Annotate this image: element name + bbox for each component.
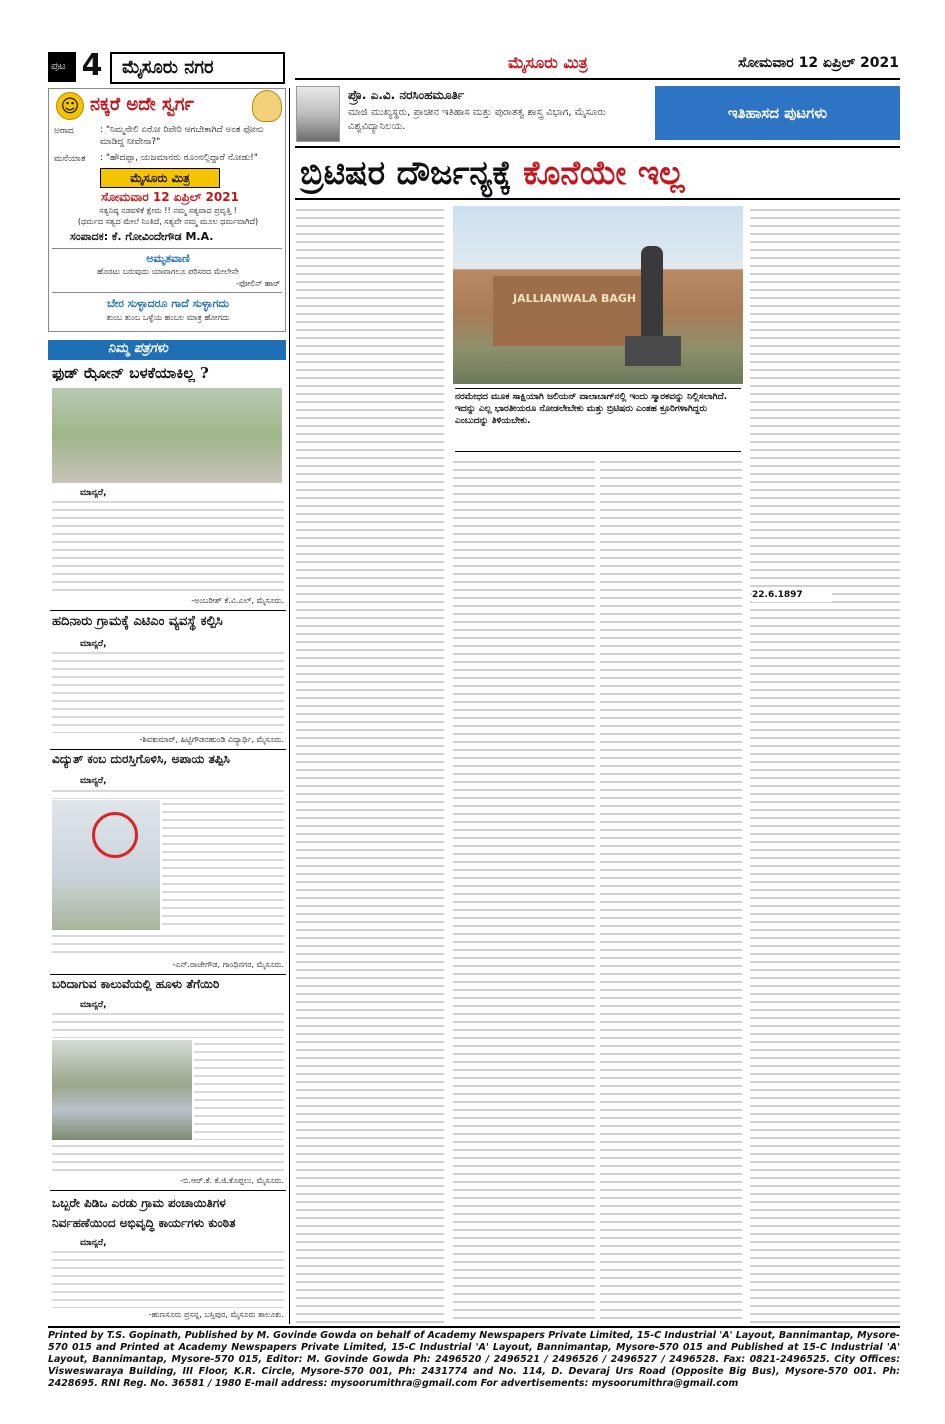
header-rule: [295, 78, 900, 80]
column-title: ಇತಿಹಾಸದ ಪುಟಗಳು: [727, 104, 828, 122]
page-label-box: [48, 52, 76, 82]
article-body-column: [750, 206, 900, 1324]
letter-signature: -ಅಂಬರೀಶ್ ಕೆ.ವಿ.ಎಲ್, ಮೈಸೂರು.: [191, 596, 284, 605]
letter-signature: -ಶಿವಕುಮಾರ್, ಹಿಟ್ಟಿಗೌಡನಹುಂಡಿ ವಿದ್ಯಾರ್ಥಿ, ಮೈಸೂರು.: [139, 735, 284, 744]
author-photo: [296, 86, 340, 142]
section-title: ಮೈಸೂರು ನಗರ: [110, 52, 285, 84]
statue-pedestal: [625, 336, 681, 366]
highlight-circle-icon: [92, 812, 138, 858]
letter-headline: ಒಬ್ಬರೇ ಪಿಡಿಒ ಎರಡು ಗ್ರಾಮ ಪಂಚಾಯಿತಿಗಳ ನಿರ್ವಹಣೆಯಿಂದ ಅಭಿವೃದ್ಧಿ ಕಾರ್ಯಗಳು ಕುಂಠಿತ: [52, 1196, 236, 1230]
footer-imprint: Printed by T.S. Gopinath, Published by M. Govinde Gowda on behalf of Academy Newspapers Private Limited, 15-C Industrial 'A' Layout, Bannimantap, Mysore-570 015 and Printed at Academy Newspapers Private Limited, 15-C Industrial 'A' Layout, Bannimantap, Mysore-570 015 and Published at 15-C Industrial 'A' Layout, Bannimantap, Mysore-570 015, Editor: M. Govinde Gowda Ph: 2496520 / 2496521 / 2496526 / 2496527 / 2496528. Fax: 0821-2496525. City Offices: Visweswaraya Building, III Floor, K.R. Circle, Mysore-570 001, Ph: 2431774 and No. 114, D. Devaraj Urs Road (Opposite Big Bus), Mysore-570 001. Ph: 2428695. RNI Reg. No. 36581 / 1980 E-mail address: mysoorumithra@gmail.com For advertisements: mysoorumithra@gmail.com: [48, 1330, 900, 1389]
laugh-emoji-icon: ☺: [56, 92, 84, 120]
article-body-column: [296, 206, 444, 1324]
joke-answer-label: ಮನೆಯಾತ: [54, 154, 86, 164]
letter-salutation: ಮಾನ್ಯರೆ,: [80, 1000, 107, 1010]
author-name: ಪ್ರೊ. ಎ.ವಿ. ನರಸಿಂಹಮೂರ್ತಿ: [348, 88, 465, 102]
photo-caption: ನರಮೇಧದ ಮೂಕ ಸಾಕ್ಷಿಯಾಗಿ ಜಲಿಯನ್ ವಾಲಾಬಾಗ್‌ನಲ್ಲಿ ಇಂದು ಸ್ಮಾರಕವನ್ನು ನಿಲ್ಲಿಸಲಾಗಿದೆ. ಇದನ್ನು ಎಲ್ಲ ಭಾರತೀಯರೂ ನೋಡಲೇಬೇಕು ಮತ್ತು ಬ್ರಿಟಿಷರು ಎಂತಹ ಕ್ರೂರಿಗಳಾಗಿದ್ದರು ಎಂಬುದನ್ನು ತಿಳಿಯಬೇಕು.: [455, 388, 741, 452]
article-headline-part2: ಕೊನೆಯೇ ಇಲ್ಲ: [523, 153, 685, 192]
letter-body: [162, 800, 284, 930]
divider: [50, 610, 286, 611]
footer-rule: [48, 1326, 900, 1328]
letter-headline: ಫುಡ್ ಝೋನ್ ಬಳಕೆಯಾಕಿಲ್ಲ ?: [52, 364, 209, 382]
proverb-text: ತುಂಬ ತುಂಬ ಒಳ್ಳೆಯ ಹಂಬಲ ಮಾತ್ರ ಹೋಗದು: [106, 313, 230, 322]
letter-body: [52, 649, 284, 733]
letter-salutation: ಮಾನ್ಯರೆ,: [80, 488, 107, 498]
joke-title: ನಕ್ಕರೆ ಅದೇ ಸ್ವರ್ಗ: [90, 94, 194, 115]
letter-headline: ಬರಿದಾಗುವ ಕಾಲುವೆಯಲ್ಲಿ ಹೂಳು ತೆಗೆಯಿರಿ: [52, 977, 220, 991]
letter-body: [52, 498, 284, 593]
letter-photo-canal: [52, 1040, 192, 1140]
page-label: ಪುಟ: [51, 61, 66, 72]
proverb-title: ಬೇರ ಸುಳ್ಳಾದರೂ ಗಾದೆ ಸುಳ್ಳಾಗದು: [106, 297, 230, 310]
paper-motto-1: ಸತ್ಯನಿಷ್ಠ ನಡವಳಿಕೆ ಕ್ಷೇಮ !! ನಮ್ಮ ಸತ್ಯವಾದ ಪ್ರವೃತ್ತಿ !: [99, 206, 237, 215]
letter-body: [194, 1040, 284, 1140]
letter-body: [52, 787, 284, 799]
editor-line: ಸಂಪಾದಕ: ಕೆ. ಗೋವಿಂದೇಗೌಡ M.A.: [70, 230, 214, 243]
page-number: 4: [81, 48, 103, 83]
divider: [50, 749, 286, 750]
letter-salutation: ಮಾನ್ಯರೆ,: [80, 1238, 107, 1248]
masthead: ಮೈಸೂರು ಮಿತ್ರ: [508, 53, 588, 72]
article-dateline: 22.6.1897: [752, 590, 832, 602]
amrita-author: -ಫೋಲಿನ್ ಹಾರ್: [236, 279, 280, 288]
letters-banner-title: ನಿಮ್ಮ ಪತ್ರಗಳು: [108, 341, 168, 356]
letters-banner: [48, 340, 286, 360]
joke-question: : "ನಿಮ್ಮನೇಲಿ ಏರೋ ರಿಪೇರಿ ಆಗಬೇಕಾಗಿದೆ ಅಂತ ಫೋನು ಮಾಡಿದ್ದ ನೀವೇನಾ?": [100, 125, 264, 147]
divider: [50, 1190, 286, 1191]
memorial-sign: JALLIANWALA BAGH: [513, 292, 637, 305]
author-desc: ಮಾಜಿ ಮುಖ್ಯಸ್ಥರು, ಪ್ರಾಚೀನ ಇತಿಹಾಸ ಮತ್ತು ಪುರಾತತ್ವ ಶಾಸ್ತ್ರ ವಿಭಾಗ, ಮೈಸೂರು ವಿಶ್ವವಿದ್ಯಾನಿಲಯ.: [348, 107, 606, 132]
letter-body: [52, 1248, 284, 1308]
letter-signature: -ಎನ್.ರಾಜೇಗೌಡ, ಗಾಂಧಿನಗರ, ಮೈಸೂರು.: [172, 960, 284, 969]
article-body-column: [600, 458, 742, 1324]
letter-salutation: ಮಾನ್ಯರೆ,: [80, 639, 107, 649]
headline-rule: [295, 146, 900, 148]
letter-body: [52, 1142, 284, 1174]
memorial-photo: [453, 206, 743, 384]
divider: [52, 248, 282, 249]
column-rule: [289, 88, 290, 1324]
joke-question-label: ಅರಾದ: [54, 126, 74, 136]
article-headline: [300, 150, 900, 196]
paper-name: ಮೈಸೂರು ಮಿತ್ರ: [130, 171, 190, 185]
cartoon-figure-icon: [252, 90, 282, 122]
letter-salutation: ಮಾನ್ಯರೆ,: [80, 776, 107, 786]
letter-headline: ವಿದ್ಯುತ್ ಕಂಬ ದುರಸ್ತಿಗೊಳಿಸಿ, ಅಪಾಯ ತಪ್ಪಿಸಿ: [52, 752, 230, 766]
article-body-column: [453, 458, 595, 1324]
letter-photo-electric-pole: [52, 800, 160, 930]
divider: [52, 292, 282, 293]
paper-date: ಸೋಮವಾರ 12 ಏಪ್ರಿಲ್ 2021: [101, 190, 239, 204]
letter-headline: ಹದಿನಾರು ಗ್ರಾಮಕ್ಕೆ ಎಟಿಎಂ ವ್ಯವಸ್ಥೆ ಕಲ್ಪಿಸಿ: [52, 614, 223, 629]
joke-answer: : "ಹೌದಪ್ಪಾ, ಯಜಮಾನರು ರೂಂನಲ್ಲಿದ್ದಾರೆ ನೋಡು!": [100, 153, 258, 163]
amrita-title: ಅಮೃತವಾಣಿ: [146, 252, 190, 265]
paper-motto-2: (ಧರ್ಮದ ಸತ್ವದ ಮೇಲೆ ನಿಂತಿದೆ, ಸತ್ಯವೇ ನಮ್ಮ ಮೂಲ ಧರ್ಮವಾಗಿದೆ): [77, 217, 259, 226]
statue-figure: [641, 246, 663, 346]
paper-name-badge: [100, 168, 220, 188]
headline-rule: [295, 198, 900, 200]
column-title-box: [655, 86, 900, 140]
letter-body: [52, 1010, 284, 1038]
letter-signature: -ಹುಣಸೂರು ಪ್ರಸನ್ನ, ಬಸ್ತಿಪುರ, ಮೈಸೂರು ತಾಲೂಕು.: [148, 1310, 284, 1319]
header-date: ಸೋಮವಾರ 12 ಏಪ್ರಿಲ್ 2021: [738, 55, 899, 71]
article-headline-part1: ಬ್ರಿಟಿಷರ ದೌರ್ಜನ್ಯಕ್ಕೆ: [300, 153, 512, 192]
letter-signature: -ಬಿ.ಆರ್.ಕೆ. ಕೆ.ಜಿ.ಕೊಪ್ಪಲು, ಮೈಸೂರು.: [180, 1176, 284, 1185]
amrita-text: ಹೊರಟು ಬರುವುದು ಯಾವಾಗಲೂ ಪರಿಸರದ ಮೇಲೇನೇ: [97, 267, 239, 276]
letter-photo-food-zone: [52, 388, 282, 483]
divider: [50, 974, 286, 975]
letter-body: [52, 932, 284, 958]
